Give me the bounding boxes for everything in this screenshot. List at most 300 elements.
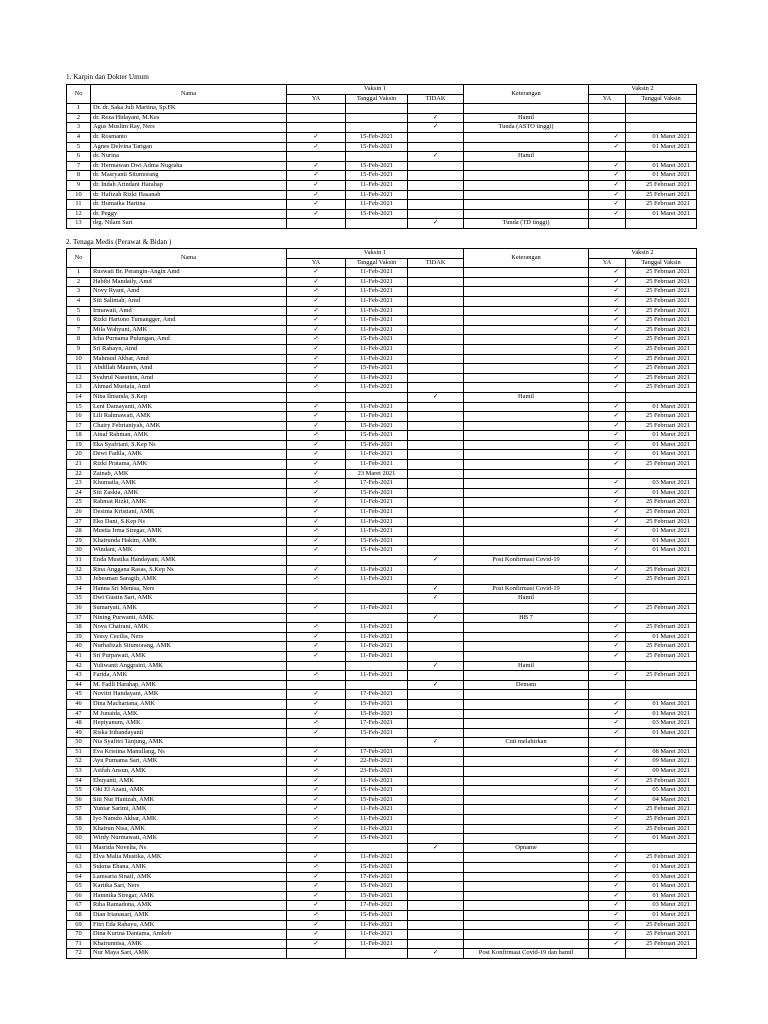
cell-no: 38	[67, 623, 91, 633]
cell-no: 4	[67, 296, 91, 306]
cell-no: 67	[67, 901, 91, 911]
cell-tidak-check	[408, 910, 464, 920]
table-row	[67, 132, 697, 142]
cell-keterangan: Hamil	[464, 661, 589, 671]
cell-tidak-check	[408, 795, 464, 805]
table-row	[67, 603, 697, 613]
cell-tanggal-vaksin-2: 25 Februari 2021	[626, 517, 697, 527]
cell-ya-2-check: ✓	[589, 450, 626, 460]
cell-tanggal-vaksin: 15-Feb-2021	[346, 364, 408, 374]
cell-keterangan	[464, 699, 589, 709]
cell-ya-check: ✓	[287, 786, 346, 796]
cell-nama: Enda Mustika Handayani, AMK	[91, 556, 287, 566]
cell-tanggal-vaksin: 15-Feb-2021	[346, 728, 408, 738]
cell-no: 27	[67, 517, 91, 527]
cell-tanggal-vaksin	[346, 152, 408, 162]
cell-nama: Agnes Delvina Tarigan	[91, 142, 287, 152]
cell-keterangan	[464, 719, 589, 729]
cell-tanggal-vaksin: 17-Feb-2021	[346, 901, 408, 911]
cell-tanggal-vaksin: 15-Feb-2021	[346, 171, 408, 181]
cell-keterangan	[464, 161, 589, 171]
cell-tanggal-vaksin-2: 25 Februari 2021	[626, 180, 697, 190]
cell-tanggal-vaksin: 23 Maret 2021	[346, 469, 408, 479]
cell-ya-check: ✓	[287, 853, 346, 863]
cell-keterangan	[464, 306, 589, 316]
cell-keterangan	[464, 805, 589, 815]
cell-tidak-check	[408, 517, 464, 527]
cell-ya-2-check: ✓	[589, 786, 626, 796]
cell-tanggal-vaksin-2: 25 Februari 2021	[626, 268, 697, 278]
cell-tidak-check	[408, 190, 464, 200]
table-row	[67, 786, 697, 796]
cell-ya-2-check	[589, 594, 626, 604]
cell-tanggal-vaksin: 15-Feb-2021	[346, 709, 408, 719]
cell-nama: Nurhafizah Situmorang, AMK	[91, 642, 287, 652]
table-row	[67, 632, 697, 642]
cell-tanggal-vaksin: 17-Feb-2021	[346, 690, 408, 700]
cell-keterangan	[464, 815, 589, 825]
cell-keterangan: Hamil	[464, 113, 589, 123]
table-row	[67, 354, 697, 364]
cell-no: 42	[67, 661, 91, 671]
cell-ya-check: ✓	[287, 316, 346, 326]
cell-ya-2-check: ✓	[589, 132, 626, 142]
cell-ya-2-check: ✓	[589, 565, 626, 575]
cell-keterangan: Post Konfirmasi Covid-19	[464, 584, 589, 594]
cell-tanggal-vaksin-2	[626, 613, 697, 623]
cell-nama: drg. Nilam Sari	[91, 219, 287, 229]
header-keterangan: Keterangan	[464, 85, 589, 104]
cell-nama: Rina Anggana Rasas, S.Kep Ns	[91, 565, 287, 575]
cell-tanggal-vaksin-2	[626, 113, 697, 123]
cell-nama: dr. Indah Arindani Harahap	[91, 180, 287, 190]
cell-nama: Dian Irianasari, AMK	[91, 910, 287, 920]
cell-ya-2-check: ✓	[589, 824, 626, 834]
cell-no: 28	[67, 527, 91, 537]
cell-nama: Chairy Febrianiyah, AMK	[91, 421, 287, 431]
table-row	[67, 565, 697, 575]
cell-keterangan: Hamil	[464, 392, 589, 402]
table-row	[67, 661, 697, 671]
cell-tanggal-vaksin-2: 08 Maret 2021	[626, 747, 697, 757]
cell-tidak-check	[408, 719, 464, 729]
cell-ya-check: ✓	[287, 930, 346, 940]
cell-tidak-check	[408, 412, 464, 422]
cell-keterangan	[464, 939, 589, 949]
cell-no: 56	[67, 795, 91, 805]
cell-tanggal-vaksin: 15-Feb-2021	[346, 431, 408, 441]
cell-tanggal-vaksin-2: 01 Maret 2021	[626, 882, 697, 892]
cell-tanggal-vaksin: 11-Feb-2021	[346, 316, 408, 326]
table-row	[67, 296, 697, 306]
cell-nama: Fitri Eda Rahayu, AMK	[91, 920, 287, 930]
table-row	[67, 651, 697, 661]
cell-nama: Dewi Fadila, AMK	[91, 450, 287, 460]
cell-ya-check: ✓	[287, 277, 346, 287]
cell-no: 49	[67, 728, 91, 738]
cell-no: 8	[67, 171, 91, 181]
cell-tidak-check	[408, 891, 464, 901]
cell-keterangan	[464, 527, 589, 537]
cell-tidak-check	[408, 939, 464, 949]
cell-tanggal-vaksin-2: 01 Maret 2021	[626, 891, 697, 901]
cell-tanggal-vaksin: 11-Feb-2021	[346, 776, 408, 786]
cell-ya-2-check: ✓	[589, 479, 626, 489]
cell-tanggal-vaksin-2	[626, 584, 697, 594]
cell-keterangan	[464, 508, 589, 518]
cell-tanggal-vaksin: 11-Feb-2021	[346, 180, 408, 190]
cell-ya-2-check: ✓	[589, 412, 626, 422]
cell-no: 7	[67, 161, 91, 171]
table-row	[67, 795, 697, 805]
cell-tanggal-vaksin: 15-Feb-2021	[346, 132, 408, 142]
cell-keterangan	[464, 277, 589, 287]
cell-tidak-check	[408, 690, 464, 700]
cell-tidak-check: ✓	[408, 680, 464, 690]
cell-nama: dr. Humaika Hartina	[91, 200, 287, 210]
cell-ya-2-check	[589, 661, 626, 671]
cell-ya-2-check: ✓	[589, 268, 626, 278]
cell-tidak-check	[408, 920, 464, 930]
cell-nama: Sumaryati, AMK	[91, 603, 287, 613]
cell-no: 61	[67, 843, 91, 853]
cell-tidak-check	[408, 171, 464, 181]
table-row	[67, 805, 697, 815]
cell-nama: Dina Machariana, AMK	[91, 699, 287, 709]
table-row	[67, 190, 697, 200]
cell-ya-2-check: ✓	[589, 527, 626, 537]
table-row	[67, 824, 697, 834]
cell-keterangan	[464, 469, 589, 479]
table-row	[67, 200, 697, 210]
cell-ya-2-check: ✓	[589, 209, 626, 219]
cell-tanggal-vaksin-2	[626, 738, 697, 748]
cell-keterangan: Post Konfirmasi Covid-19	[464, 556, 589, 566]
header-ya-2: YA	[589, 258, 626, 268]
cell-tidak-check	[408, 268, 464, 278]
cell-ya-2-check	[589, 690, 626, 700]
cell-tidak-check	[408, 316, 464, 326]
cell-keterangan	[464, 450, 589, 460]
cell-no: 47	[67, 709, 91, 719]
cell-no: 70	[67, 930, 91, 940]
cell-nama: dr. Hafizah Rizki Hasanah	[91, 190, 287, 200]
cell-tanggal-vaksin: 15-Feb-2021	[346, 161, 408, 171]
cell-ya-2-check: ✓	[589, 325, 626, 335]
cell-ya-check: ✓	[287, 834, 346, 844]
cell-tidak-check	[408, 354, 464, 364]
table-row	[67, 392, 697, 402]
cell-no: 51	[67, 747, 91, 757]
cell-tanggal-vaksin: 11-Feb-2021	[346, 920, 408, 930]
cell-keterangan	[464, 632, 589, 642]
cell-tanggal-vaksin: 11-Feb-2021	[346, 671, 408, 681]
cell-ya-2-check: ✓	[589, 277, 626, 287]
cell-keterangan	[464, 488, 589, 498]
table-row	[67, 949, 697, 959]
cell-keterangan	[464, 565, 589, 575]
cell-tanggal-vaksin-2: 01 Maret 2021	[626, 546, 697, 556]
cell-tanggal-vaksin: 11-Feb-2021	[346, 268, 408, 278]
cell-tanggal-vaksin: 15-Feb-2021	[346, 786, 408, 796]
cell-nama: Nia Syafitri Tanjung, AMK	[91, 738, 287, 748]
cell-ya-check: ✓	[287, 527, 346, 537]
cell-tanggal-vaksin-2: 01 Maret 2021	[626, 709, 697, 719]
cell-ya-2-check: ✓	[589, 805, 626, 815]
cell-tidak-check	[408, 296, 464, 306]
cell-tanggal-vaksin	[346, 594, 408, 604]
cell-ya-2-check: ✓	[589, 757, 626, 767]
cell-keterangan	[464, 344, 589, 354]
cell-tanggal-vaksin-2: 25 Februari 2021	[626, 190, 697, 200]
table-row	[67, 161, 697, 171]
cell-tidak-check	[408, 450, 464, 460]
cell-tidak-check: ✓	[408, 392, 464, 402]
cell-tanggal-vaksin: 15-Feb-2021	[346, 142, 408, 152]
cell-tanggal-vaksin	[346, 104, 408, 114]
header-no: No	[67, 249, 91, 268]
cell-keterangan	[464, 460, 589, 470]
cell-ya-2-check: ✓	[589, 306, 626, 316]
table-row	[67, 113, 697, 123]
cell-tidak-check	[408, 306, 464, 316]
cell-no: 8	[67, 335, 91, 345]
cell-nama: Sri Purpawati, AMK	[91, 651, 287, 661]
cell-tidak-check: ✓	[408, 661, 464, 671]
cell-tanggal-vaksin-2: 25 Februari 2021	[626, 364, 697, 374]
cell-tanggal-vaksin-2: 01 Maret 2021	[626, 728, 697, 738]
header-keterangan: Keterangan	[464, 249, 589, 268]
header-ya: YA	[287, 258, 346, 268]
cell-keterangan	[464, 296, 589, 306]
cell-no: 14	[67, 392, 91, 402]
cell-tidak-check: ✓	[408, 219, 464, 229]
table-row	[67, 219, 697, 229]
cell-no: 71	[67, 939, 91, 949]
cell-nama: Novitri Handayani, AMK	[91, 690, 287, 700]
cell-tanggal-vaksin-2: 25 Februari 2021	[626, 373, 697, 383]
table-row	[67, 776, 697, 786]
cell-tanggal-vaksin: 15-Feb-2021	[346, 488, 408, 498]
cell-tidak-check	[408, 853, 464, 863]
cell-no: 17	[67, 421, 91, 431]
cell-ya-check: ✓	[287, 287, 346, 297]
table-row	[67, 699, 697, 709]
header-vaksin-1: Vaksin 1	[287, 249, 464, 259]
cell-nama: Agus Muslim Ray, Ners	[91, 123, 287, 133]
cell-nama: Siti Salimah, Amd	[91, 296, 287, 306]
cell-nama: dr. Rosmanto	[91, 132, 287, 142]
cell-keterangan	[464, 863, 589, 873]
cell-tanggal-vaksin-2	[626, 556, 697, 566]
cell-tidak-check	[408, 747, 464, 757]
table-row	[67, 364, 697, 374]
cell-tanggal-vaksin: 11-Feb-2021	[346, 373, 408, 383]
table-row	[67, 517, 697, 527]
cell-nama: M. Fadli Harahap, AMK	[91, 680, 287, 690]
cell-ya-2-check: ✓	[589, 891, 626, 901]
cell-tanggal-vaksin-2: 01 Maret 2021	[626, 632, 697, 642]
cell-tidak-check	[408, 373, 464, 383]
section-2-title: 2. Tenaga Medis (Perawat & Bidan )	[66, 238, 172, 246]
table-row	[67, 209, 697, 219]
header-no: No	[67, 85, 91, 104]
cell-tidak-check	[408, 901, 464, 911]
cell-no: 52	[67, 757, 91, 767]
cell-ya-check: ✓	[287, 824, 346, 834]
table-row	[67, 142, 697, 152]
cell-ya-check: ✓	[287, 709, 346, 719]
cell-keterangan	[464, 786, 589, 796]
cell-keterangan	[464, 287, 589, 297]
cell-tanggal-vaksin: 15-Feb-2021	[346, 863, 408, 873]
cell-nama: Rizki Pratama, AMK	[91, 460, 287, 470]
cell-keterangan	[464, 440, 589, 450]
cell-tanggal-vaksin-2: 01 Maret 2021	[626, 440, 697, 450]
cell-nama: Rizki Hartono Tumangger, Amd	[91, 316, 287, 326]
cell-keterangan	[464, 824, 589, 834]
cell-tidak-check	[408, 834, 464, 844]
cell-tanggal-vaksin-2	[626, 392, 697, 402]
cell-tanggal-vaksin: 11-Feb-2021	[346, 517, 408, 527]
cell-keterangan: Post Konfirmasi Covid-19 dan hamil	[464, 949, 589, 959]
cell-keterangan	[464, 776, 589, 786]
cell-tidak-check	[408, 440, 464, 450]
table-row	[67, 891, 697, 901]
cell-ya-2-check	[589, 584, 626, 594]
table-row	[67, 757, 697, 767]
cell-keterangan	[464, 142, 589, 152]
cell-ya-check: ✓	[287, 364, 346, 374]
table-row	[67, 287, 697, 297]
cell-tanggal-vaksin-2: 01 Maret 2021	[626, 910, 697, 920]
cell-keterangan	[464, 546, 589, 556]
cell-tidak-check	[408, 575, 464, 585]
cell-tidak-check: ✓	[408, 594, 464, 604]
cell-ya-2-check: ✓	[589, 142, 626, 152]
cell-tanggal-vaksin: 11-Feb-2021	[346, 565, 408, 575]
table-row	[67, 335, 697, 345]
cell-no: 59	[67, 824, 91, 834]
cell-ya-check: ✓	[287, 200, 346, 210]
table-row	[67, 104, 697, 114]
table-row	[67, 671, 697, 681]
cell-nama: Khairun Nisa, AMK	[91, 824, 287, 834]
cell-ya-2-check: ✓	[589, 901, 626, 911]
cell-nama: Windani, AMK	[91, 546, 287, 556]
cell-nama: Yessy Cecilia, Ners	[91, 632, 287, 642]
cell-nama: Desima Kristiani, AMK	[91, 508, 287, 518]
cell-ya-check: ✓	[287, 171, 346, 181]
cell-ya-check: ✓	[287, 882, 346, 892]
cell-no: 16	[67, 412, 91, 422]
cell-tanggal-vaksin-2: 04 Maret 2021	[626, 795, 697, 805]
cell-ya-check	[287, 594, 346, 604]
cell-tidak-check	[408, 325, 464, 335]
cell-tanggal-vaksin-2: 25 Februari 2021	[626, 354, 697, 364]
cell-tanggal-vaksin-2: 25 Februari 2021	[626, 421, 697, 431]
cell-tanggal-vaksin-2: 01 Maret 2021	[626, 132, 697, 142]
cell-keterangan: Hamil	[464, 152, 589, 162]
cell-no: 5	[67, 142, 91, 152]
cell-keterangan	[464, 431, 589, 441]
cell-no: 55	[67, 786, 91, 796]
cell-tanggal-vaksin: 17-Feb-2021	[346, 719, 408, 729]
cell-nama: M Junaida, AMK	[91, 709, 287, 719]
cell-no: 35	[67, 594, 91, 604]
table-row	[67, 594, 697, 604]
cell-ya-check: ✓	[287, 575, 346, 585]
cell-tanggal-vaksin	[346, 219, 408, 229]
cell-no: 21	[67, 460, 91, 470]
cell-tidak-check	[408, 161, 464, 171]
cell-no: 33	[67, 575, 91, 585]
cell-tanggal-vaksin-2	[626, 690, 697, 700]
cell-tanggal-vaksin-2: 25 Februari 2021	[626, 306, 697, 316]
cell-keterangan	[464, 364, 589, 374]
cell-nama: Hamnika Siregar, AMK	[91, 891, 287, 901]
cell-tanggal-vaksin: 11-Feb-2021	[346, 287, 408, 297]
cell-ya-check: ✓	[287, 344, 346, 354]
cell-ya-check: ✓	[287, 488, 346, 498]
cell-ya-check: ✓	[287, 671, 346, 681]
cell-ya-2-check: ✓	[589, 642, 626, 652]
cell-tidak-check: ✓	[408, 843, 464, 853]
cell-keterangan: Cuti melahirkan	[464, 738, 589, 748]
cell-ya-check: ✓	[287, 440, 346, 450]
cell-keterangan	[464, 834, 589, 844]
cell-tidak-check	[408, 180, 464, 190]
cell-ya-check: ✓	[287, 623, 346, 633]
cell-ya-check: ✓	[287, 412, 346, 422]
cell-tanggal-vaksin-2: 01 Maret 2021	[626, 402, 697, 412]
cell-nama: Nova Chairani, AMK	[91, 623, 287, 633]
cell-tidak-check	[408, 699, 464, 709]
table-row	[67, 268, 697, 278]
cell-tanggal-vaksin: 11-Feb-2021	[346, 527, 408, 537]
cell-no: 13	[67, 383, 91, 393]
cell-keterangan	[464, 853, 589, 863]
cell-nama: Syahrul Nasution, Amd	[91, 373, 287, 383]
cell-nama: Wirdy Nurmawati, AMK	[91, 834, 287, 844]
cell-tanggal-vaksin-2: 03 Maret 2021	[626, 479, 697, 489]
cell-no: 9	[67, 180, 91, 190]
cell-tanggal-vaksin-2: 25 Februari 2021	[626, 383, 697, 393]
cell-no: 23	[67, 479, 91, 489]
cell-ya-2-check	[589, 219, 626, 229]
cell-tanggal-vaksin-2: 25 Februari 2021	[626, 335, 697, 345]
cell-ya-check	[287, 123, 346, 133]
cell-tanggal-vaksin-2: 03 Maret 2021	[626, 901, 697, 911]
cell-tanggal-vaksin	[346, 613, 408, 623]
cell-tidak-check	[408, 546, 464, 556]
cell-ya-2-check: ✓	[589, 920, 626, 930]
cell-tanggal-vaksin-2: 25 Februari 2021	[626, 287, 697, 297]
table-row	[67, 498, 697, 508]
cell-keterangan: Demam	[464, 680, 589, 690]
cell-nama: Zainab, AMK	[91, 469, 287, 479]
cell-no: 31	[67, 556, 91, 566]
cell-ya-check: ✓	[287, 776, 346, 786]
cell-tidak-check	[408, 421, 464, 431]
table-row	[67, 872, 697, 882]
cell-no: 22	[67, 469, 91, 479]
cell-no: 29	[67, 536, 91, 546]
cell-no: 41	[67, 651, 91, 661]
cell-ya-check: ✓	[287, 209, 346, 219]
cell-nama: Lili Rahmawati, AMK	[91, 412, 287, 422]
cell-tidak-check	[408, 824, 464, 834]
